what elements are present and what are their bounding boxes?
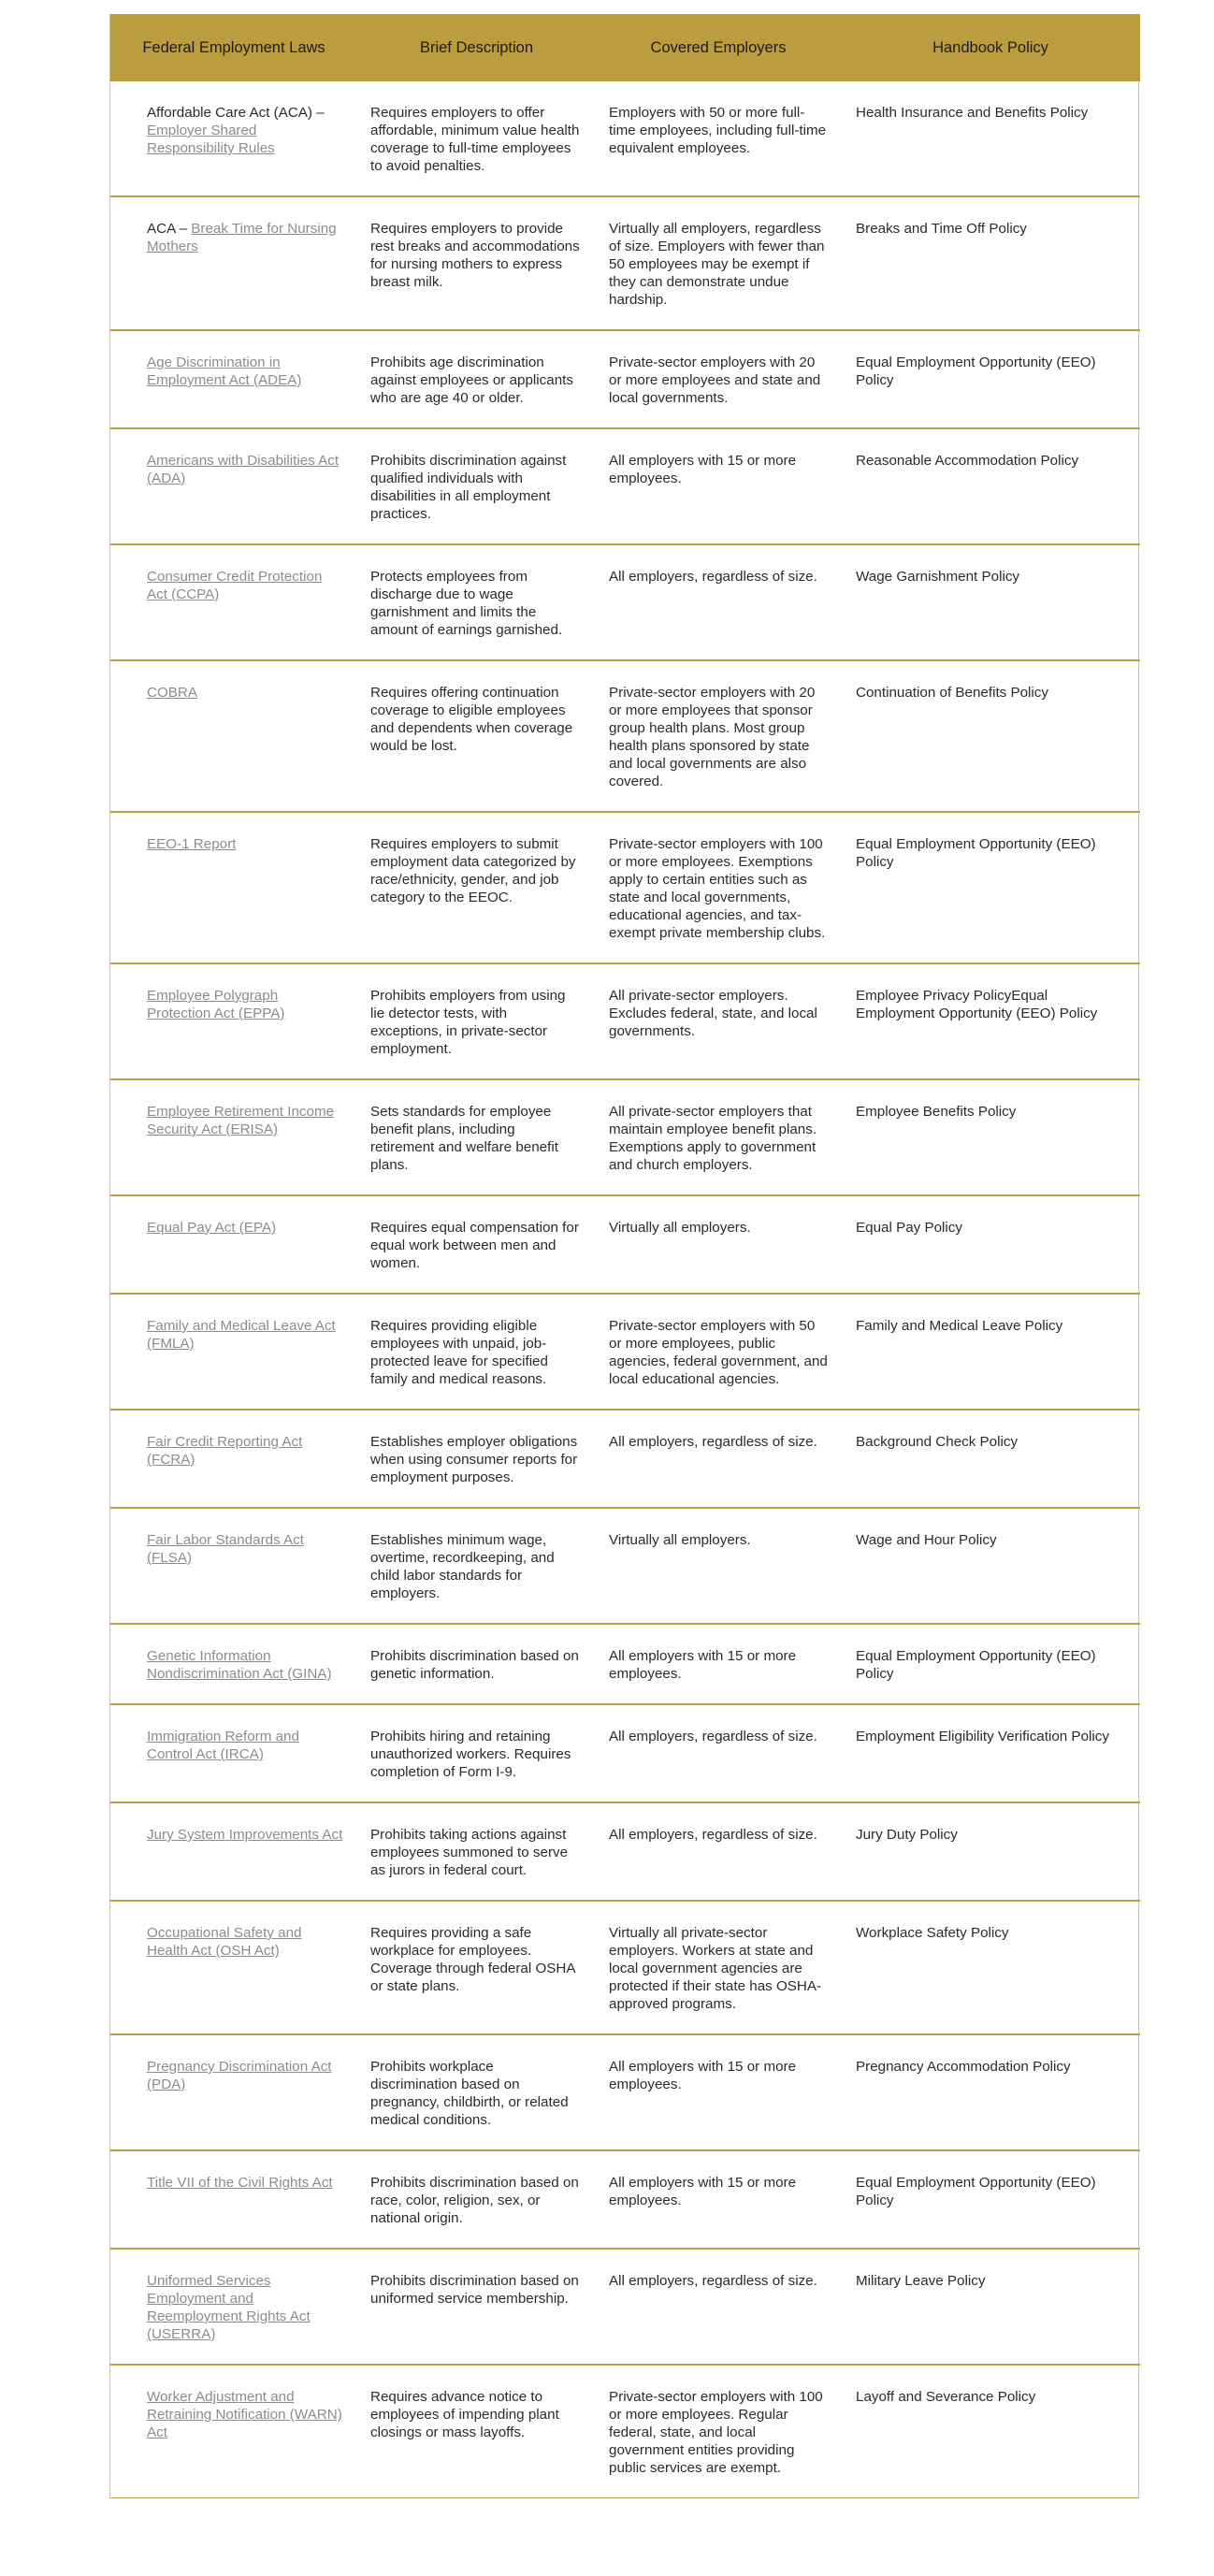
- table-row: [110, 1624, 1140, 1704]
- law-link[interactable]: Worker Adjustment and Retraining Notification (WARN) Act: [147, 2389, 342, 2440]
- law-link[interactable]: Age Discrimination in Employment Act (ADEA): [147, 355, 302, 388]
- law-cell: [110, 1624, 357, 1704]
- description-cell: Requires equal compensation for equal work between men and women.: [357, 1195, 596, 1294]
- law-cell: [110, 2365, 357, 2497]
- handbook-policy-cell: Employment Eligibility Verification Policy: [841, 1704, 1140, 1802]
- header-covered-employers: Covered Employers: [596, 14, 841, 81]
- description-cell: Requires employers to submit employment data categorized by race/ethnicity, gender, and job category to the EEOC.: [357, 812, 596, 963]
- table-row: [110, 1508, 1140, 1624]
- table-row: [110, 963, 1140, 1079]
- handbook-policy-cell: Reasonable Accommodation Policy: [841, 428, 1140, 544]
- table-row: [110, 2365, 1140, 2497]
- law-link[interactable]: Occupational Safety and Health Act (OSH Act): [147, 1925, 302, 1959]
- covered-employers-cell: All employers with 15 or more employees.: [596, 2150, 841, 2249]
- law-link[interactable]: Employee Retirement Income Security Act (ERISA): [147, 1104, 335, 1137]
- handbook-policy-cell: Wage and Hour Policy: [841, 1508, 1140, 1624]
- covered-employers-cell: All employers, regardless of size.: [596, 2249, 841, 2365]
- header-federal-employment-laws: Federal Employment Laws: [110, 14, 357, 81]
- handbook-policy-cell: Equal Employment Opportunity (EEO) Policy: [841, 2150, 1140, 2249]
- handbook-policy-cell: Wage Garnishment Policy: [841, 544, 1140, 660]
- description-cell: Prohibits taking actions against employees summoned to serve as jurors in federal court.: [357, 1802, 596, 1901]
- handbook-policy-cell: Employee Benefits Policy: [841, 1079, 1140, 1195]
- table-row: [110, 1704, 1140, 1802]
- header-row: [110, 14, 1140, 81]
- table-header: [110, 14, 1140, 81]
- law-link[interactable]: Americans with Disabilities Act (ADA): [147, 453, 340, 486]
- table-row: [110, 2150, 1140, 2249]
- law-link[interactable]: Jury System Improvements Act: [147, 1827, 343, 1843]
- handbook-policy-cell: Equal Pay Policy: [841, 1195, 1140, 1294]
- description-cell: Prohibits discrimination based on uniformed service membership.: [357, 2249, 596, 2365]
- law-cell: [110, 1294, 357, 1410]
- law-cell: [110, 963, 357, 1079]
- table-row: [110, 1195, 1140, 1294]
- handbook-policy-cell: Background Check Policy: [841, 1410, 1140, 1508]
- law-link[interactable]: Fair Labor Standards Act (FLSA): [147, 1532, 304, 1566]
- handbook-policy-cell: Family and Medical Leave Policy: [841, 1294, 1140, 1410]
- law-link[interactable]: EEO-1 Report: [147, 836, 237, 852]
- description-cell: Prohibits discrimination against qualified individuals with disabilities in all employment practices.: [357, 428, 596, 544]
- covered-employers-cell: All employers with 15 or more employees.: [596, 428, 841, 544]
- handbook-policy-cell: Military Leave Policy: [841, 2249, 1140, 2365]
- description-cell: Requires providing a safe workplace for employees. Coverage through federal OSHA or state plans.: [357, 1901, 596, 2034]
- law-link[interactable]: Genetic Information Nondiscrimination Act (GINA): [147, 1648, 332, 1682]
- law-prefix: ACA –: [147, 221, 192, 237]
- law-cell: [110, 196, 357, 330]
- description-cell: Prohibits discrimination based on genetic information.: [357, 1624, 596, 1704]
- description-cell: Protects employees from discharge due to wage garnishment and limits the amount of earnings garnished.: [357, 544, 596, 660]
- law-cell: [110, 330, 357, 428]
- law-cell: [110, 2034, 357, 2150]
- table-row: [110, 544, 1140, 660]
- covered-employers-cell: All employers, regardless of size.: [596, 1802, 841, 1901]
- description-cell: Requires advance notice to employees of impending plant closings or mass layoffs.: [357, 2365, 596, 2497]
- covered-employers-cell: Private-sector employers with 50 or more employees, public agencies, federal government, and local educational agencies.: [596, 1294, 841, 1410]
- law-link[interactable]: Title VII of the Civil Rights Act: [147, 2175, 333, 2191]
- description-cell: Prohibits hiring and retaining unauthorized workers. Requires completion of Form I-9.: [357, 1704, 596, 1802]
- law-cell: [110, 1195, 357, 1294]
- law-link[interactable]: Consumer Credit Protection Act (CCPA): [147, 569, 323, 602]
- covered-employers-cell: Employers with 50 or more full-time employees, including full-time equivalent employees.: [609, 105, 827, 156]
- covered-employers-cell: All employers, regardless of size.: [596, 544, 841, 660]
- table-row: [110, 1410, 1140, 1508]
- header-brief-description: Brief Description: [357, 14, 596, 81]
- handbook-policy-cell: Equal Employment Opportunity (EEO) Policy: [841, 1624, 1140, 1704]
- description-cell: Requires providing eligible employees with unpaid, job-protected leave for specified family and medical reasons.: [357, 1294, 596, 1410]
- law-cell: [110, 812, 357, 963]
- table-row: [110, 330, 1140, 428]
- handbook-policy-cell: Equal Employment Opportunity (EEO) Policy: [841, 330, 1140, 428]
- employment-laws-table-container: [109, 14, 1139, 2498]
- table-row: [110, 2249, 1140, 2365]
- law-cell: [110, 1508, 357, 1624]
- handbook-policy-cell: Pregnancy Accommodation Policy: [841, 2034, 1140, 2150]
- law-cell: [110, 1079, 357, 1195]
- law-link[interactable]: Break Time for Nursing Mothers: [147, 221, 337, 254]
- table-row: [110, 1079, 1140, 1195]
- covered-employers-cell: Virtually all employers.: [596, 1195, 841, 1294]
- law-link[interactable]: Equal Pay Act (EPA): [147, 1220, 277, 1236]
- description-cell: Requires offering continuation coverage to eligible employees and dependents when coverage would be lost.: [357, 660, 596, 812]
- handbook-policy-cell: Jury Duty Policy: [841, 1802, 1140, 1901]
- description-cell: Requires employers to offer affordable, minimum value health coverage to full-time employees to avoid penalties.: [370, 105, 580, 174]
- handbook-policy-cell: Equal Employment Opportunity (EEO) Policy: [841, 812, 1140, 963]
- table-body: [110, 81, 1140, 2497]
- law-link[interactable]: Employer Shared Responsibility Rules: [147, 123, 275, 156]
- covered-employers-cell: Private-sector employers with 100 or more employees. Regular federal, state, and local government entities providing public services are exempt.: [596, 2365, 841, 2497]
- law-cell: [110, 1802, 357, 1901]
- table-row: [110, 1901, 1140, 2034]
- header-handbook-policy: Handbook Policy: [841, 14, 1140, 81]
- description-cell: Requires employers to provide rest breaks and accommodations for nursing mothers to express breast milk.: [357, 196, 596, 330]
- law-cell: [110, 428, 357, 544]
- law-link[interactable]: Pregnancy Discrimination Act (PDA): [147, 2059, 332, 2092]
- law-link[interactable]: Immigration Reform and Control Act (IRCA): [147, 1729, 299, 1762]
- law-link[interactable]: Fair Credit Reporting Act (FCRA): [147, 1434, 303, 1468]
- description-cell: Establishes employer obligations when using consumer reports for employment purposes.: [357, 1410, 596, 1508]
- covered-employers-cell: Virtually all employers.: [596, 1508, 841, 1624]
- table-row: [110, 660, 1140, 812]
- employment-laws-table: [110, 14, 1140, 2497]
- description-cell: Establishes minimum wage, overtime, recordkeeping, and child labor standards for employers.: [357, 1508, 596, 1624]
- law-prefix: Affordable Care Act (ACA) –: [147, 105, 325, 121]
- description-cell: Prohibits workplace discrimination based on pregnancy, childbirth, or related medical conditions.: [357, 2034, 596, 2150]
- description-cell: Sets standards for employee benefit plans, including retirement and welfare benefit plans.: [357, 1079, 596, 1195]
- table-row: [110, 1294, 1140, 1410]
- covered-employers-cell: Virtually all employers, regardless of size. Employers with fewer than 50 employees may be exempt if they can demonstrate undue hardship.: [596, 196, 841, 330]
- law-cell: [110, 1704, 357, 1802]
- law-cell: [110, 81, 357, 196]
- handbook-policy-cell: Health Insurance and Benefits Policy: [856, 105, 1089, 121]
- handbook-policy-cell: Continuation of Benefits Policy: [841, 660, 1140, 812]
- covered-employers-cell: All private-sector employers. Excludes federal, state, and local governments.: [596, 963, 841, 1079]
- law-link[interactable]: Uniformed Services Employment and Reemployment Rights Act (USERRA): [147, 2273, 311, 2342]
- table-row: [110, 81, 1140, 196]
- description-cell: Prohibits employers from using lie detector tests, with exceptions, in private-sector employment.: [357, 963, 596, 1079]
- covered-employers-cell: Private-sector employers with 20 or more employees and state and local governments.: [596, 330, 841, 428]
- handbook-policy-cell: Employee Privacy PolicyEqual Employment Opportunity (EEO) Policy: [841, 963, 1140, 1079]
- law-cell: [110, 2249, 357, 2365]
- handbook-policy-cell: Layoff and Severance Policy: [841, 2365, 1140, 2497]
- table-row: [110, 196, 1140, 330]
- covered-employers-cell: All employers, regardless of size.: [596, 1704, 841, 1802]
- table-row: [110, 1802, 1140, 1901]
- covered-employers-cell: All employers with 15 or more employees.: [596, 1624, 841, 1704]
- law-cell: [110, 660, 357, 812]
- handbook-policy-cell: Breaks and Time Off Policy: [841, 196, 1140, 330]
- law-cell: [110, 1901, 357, 2034]
- covered-employers-cell: All private-sector employers that maintain employee benefit plans. Exemptions apply to government and church employers.: [596, 1079, 841, 1195]
- covered-employers-cell: All employers with 15 or more employees.: [596, 2034, 841, 2150]
- law-cell: [110, 2150, 357, 2249]
- description-cell: Prohibits age discrimination against employees or applicants who are age 40 or older.: [357, 330, 596, 428]
- law-cell: [110, 544, 357, 660]
- covered-employers-cell: All employers, regardless of size.: [596, 1410, 841, 1508]
- table-row: [110, 2034, 1140, 2150]
- description-cell: Prohibits discrimination based on race, color, religion, sex, or national origin.: [357, 2150, 596, 2249]
- covered-employers-cell: Virtually all private-sector employers. Workers at state and local government agencies are protected if their state has OSHA-approved programs.: [596, 1901, 841, 2034]
- law-cell: [110, 1410, 357, 1508]
- law-link[interactable]: Family and Medical Leave Act (FMLA): [147, 1318, 336, 1352]
- handbook-policy-cell: Workplace Safety Policy: [841, 1901, 1140, 2034]
- covered-employers-cell: Private-sector employers with 20 or more employees that sponsor group health plans. Most group health plans sponsored by state and local governments are also covered.: [596, 660, 841, 812]
- table-row: [110, 812, 1140, 963]
- covered-employers-cell: Private-sector employers with 100 or more employees. Exemptions apply to certain entities such as state and local governments, educational agencies, and tax-exempt private membership clubs.: [596, 812, 841, 963]
- table-row: [110, 428, 1140, 544]
- law-link[interactable]: Employee Polygraph Protection Act (EPPA): [147, 988, 285, 1021]
- law-link[interactable]: COBRA: [147, 685, 198, 701]
